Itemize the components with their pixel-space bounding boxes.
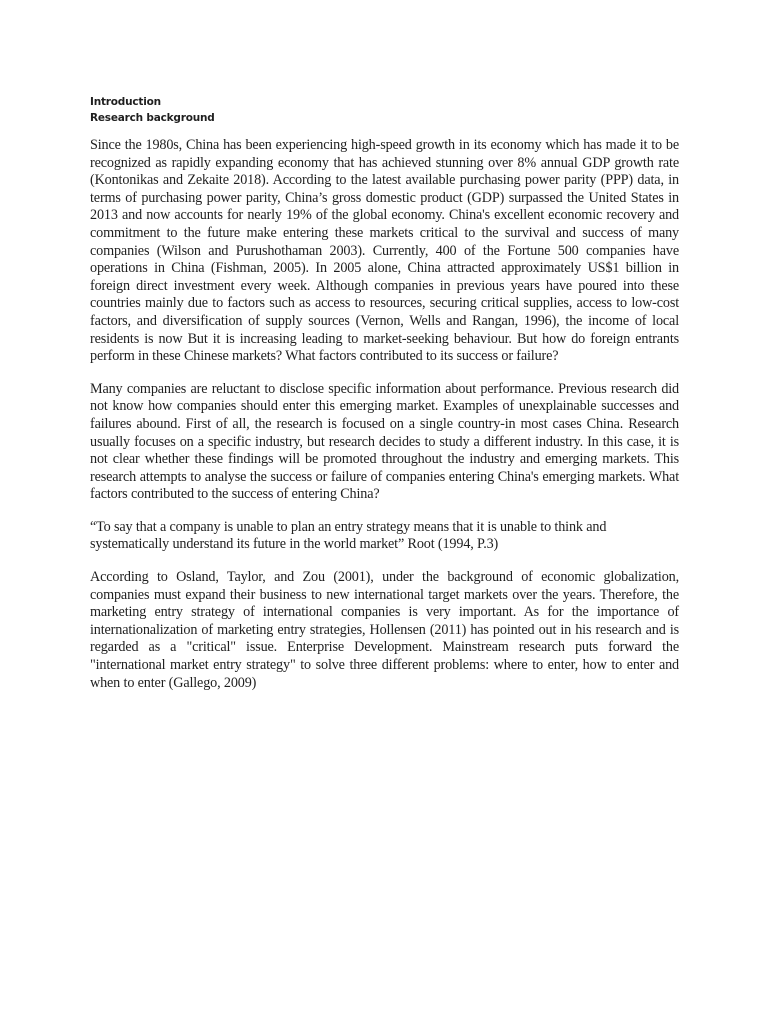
heading-introduction: Introduction — [90, 96, 161, 108]
paragraph-china-growth: Since the 1980s, China has been experiencing high-speed growth in its economy which has made it to be recognized as rapidly expanding economy that has achieved stunning over 8% annual GDP growth rate (Kontonikas and Zekaite 2018). According to the latest available purchasing power parity (PPP) data, in terms of purchasing power parity, China’s gross domestic product (GDP) surpassed the United States in 2013 and now accounts for nearly 19% of the global economy. China's excellent economic recovery and commitment to the future make entering these markets critical to the survival and success of many companies (Wilson and Purushothaman 2003). Currently, 400 of the Fortune 500 companies have operations in China (Fishman, 2005). In 2005 alone, China attracted approximately US$1 billion in foreign direct investment every week. Although companies in previous years have poured into these countries mainly due to factors such as access to resources, securing critical supplies, access to low-cost factors, and diversification of supply sources (Vernon, Wells and Rangan, 1996), the income of local residents is now But it is increasing leading to market-seeking behaviour. But how do foreign entrants perform in these Chinese markets? What factors contributed to its success or failure? — [90, 137, 679, 365]
document-page — [90, 94, 679, 707]
paragraph-entry-strategy: According to Osland, Taylor, and Zou (2001), under the background of economic globalization, companies must expand their business to new international target markets over the years. Therefore, the marketing entry strategy of international companies is very important. As for the importance of internationalization of marketing entry strategies, Hollensen (2011) has pointed out in his research and is regarded as a "critical" issue. Enterprise Development. Mainstream research puts forward the "international market entry strategy" to solve three different problems: where to enter, how to enter and when to enter (Gallego, 2009) — [90, 569, 679, 691]
paragraph-research-gap: Many companies are reluctant to disclose specific information about performance. Previous research did not know how companies should enter this emerging market. Examples of unexplainable successes and failures abound. First of all, the research is focused on a single country-in most cases China. Research usually focuses on a specific industry, but research decides to study a different industry. In this case, it is not clear whether these findings will be promoted throughout the industry and emerging markets. This research attempts to analyse the success or failure of companies entering China's emerging markets. What factors contributed to the success of entering China? — [90, 380, 679, 503]
paragraph-root-quote: “To say that a company is unable to plan an entry strategy means that it is unable to think and systematically understand its future in the world market” Root (1994, P.3) — [90, 518, 607, 553]
heading-research-background: Research background — [90, 112, 215, 124]
